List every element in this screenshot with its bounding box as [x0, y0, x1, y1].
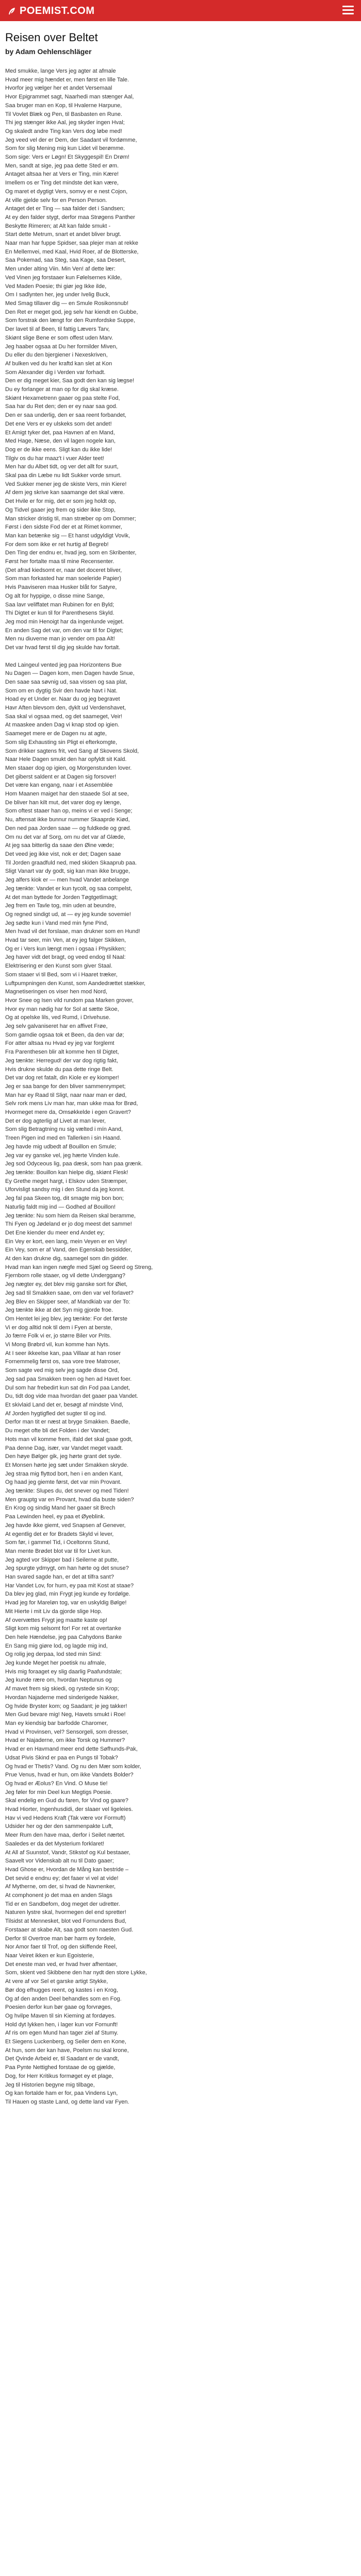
poem-container — [5, 31, 356, 2107]
poem-line: Dul som har frebedirt kun sat din Fod paa Landet, — [5, 1384, 130, 1391]
poem-line: Paa Pynte Nettighed forstaae de og gjælde, — [5, 2064, 116, 2071]
menu-bar — [342, 9, 354, 11]
poem-author[interactable]: by Adam Oehlenschläger — [5, 47, 92, 56]
poem-line: At det man byttede for Jorden Tøgtgetlimagt; — [5, 894, 118, 901]
poem-body — [5, 67, 356, 2107]
poem-line: Thi jeg stænger ikke Aal, jeg skyder ingen Hval; — [5, 120, 125, 126]
poem-line: Det ene Vers er ey ulskeks som det andet! — [5, 420, 112, 427]
poem-line: Jeg sødte kun i Vand med min fyne Pind, — [5, 920, 108, 926]
poem-line: En anden Sag det var, om den var til for Digtet; — [5, 627, 123, 634]
poem-line: Antaget altsaa her at Vers er Ting, min Kære! — [5, 171, 119, 178]
poem-line: Paa denne Dag, især, var Vandet meget vaadt. — [5, 1445, 123, 1451]
poem-line: Og hvilpe Maven til sin Kieming at fordøyes. — [5, 2012, 116, 2019]
poem-line: Jeg tænkte: Bouillon kan hielpe dig, skiønt Flesk! — [5, 1170, 128, 1176]
poem-line: Imellem os er Ting det mindste det kan være, — [5, 180, 119, 187]
stanza-break — [5, 652, 356, 661]
poem-line: Beskytte Rimeren; at Alt kan falde smukt - — [5, 223, 111, 229]
poem-line: Naar Veiret ikken er kun Egoisterie, — [5, 1952, 94, 1959]
poem-line: Den høye Bølger gik, jeg hørte grant det syde. — [5, 1453, 122, 1460]
poem-line: Det være kan engang, naar i et Assemblée — [5, 782, 113, 789]
poem-line: Saaledes er da det Mysterium forklaret! — [5, 1840, 104, 1847]
poem-line: Du eller du den bjergiener i Nexeskriven, — [5, 352, 108, 359]
poem-line: Hvor Snee og Isen vild rundom paa Marken grover, — [5, 997, 134, 1004]
poem-line: Af Mytherne, om der, si hvad de Navnenker, — [5, 1884, 116, 1890]
poem-line: Sligt Vanart var dy godt, sig kan man ikke brugge, — [5, 868, 130, 875]
poem-line: Hvad er en Havmand meer end dette Søfhunds-Pak, — [5, 1746, 138, 1753]
poem-line: Skal paa din Læbe nu lidt Sukker vorde smurt. — [5, 472, 122, 479]
poem-line: Som slig Exhausting sin Pligt ei efterkomgte, — [5, 739, 118, 745]
poem-line: Udsider her og der den sammenpakte Luft, — [5, 1823, 113, 1830]
poem-line: Jeg er saa bange for den bliver sammenrympet; — [5, 1083, 126, 1090]
poem-line: Dog er de ikke eens. Sligt kan du ikke lide! — [5, 446, 112, 453]
poem-line: Jeg havde ikke giemt, ved Snapsen af Genever, — [5, 1522, 126, 1529]
poem-line: Jeg frem en Tavle tog, min uden at beundre, — [5, 903, 117, 909]
poem-line: Først her fortalte maa til mine Recensenter. — [5, 558, 114, 565]
poem-line: Treen Pigen ind med en Tallerken i sin Haand. — [5, 1135, 122, 1142]
poem-line: Og Tidvel gaaer jeg frem og sider ikke Stop, — [5, 506, 116, 513]
poem-line: Hvis mig foraaget ey slig daarlig Paafundstale; — [5, 1668, 122, 1675]
poem-line: Hvad er Najaderne, om ikke Torsk og Hummer? — [5, 1737, 125, 1744]
poem-line: Jeg spurgte ydmygt, om han hørte og det snuse? — [5, 1565, 129, 1572]
poem-line: At ey den falder stygt, derfor maa Strøgens Panther — [5, 214, 135, 221]
poem-line: Tilgiv os du har maaz't i vuer Alder teet! — [5, 455, 104, 462]
poem-line: Man ey kiendsig bar barfodde Charomer, — [5, 1720, 108, 1726]
poem-line: Jeg sad til Smakken saae, om den var vel forlavet? — [5, 1290, 134, 1296]
poem-line: For atter altsaa nu Hvad ey jeg var forglemt — [5, 1040, 114, 1047]
poem-line: Hvis Paaviseren maa Husker blåt for Satyre, — [5, 584, 117, 591]
poem-line: Du, tidt dog vide maa hvordan det gaaer paa Vandet. — [5, 1393, 138, 1400]
poem-line: Det sevid e endnu ey; det faaer vi vel at vide! — [5, 1875, 119, 1882]
poem-line: Naar man har fuppe Spidser, saa plejer man at rekke — [5, 240, 139, 247]
poem-line: Og skaledt andre Ting kan Vers dog løbe med! — [5, 128, 122, 134]
poem-line: Saameget mere er de Dagen nu at agte, — [5, 731, 107, 737]
poem-line: Skiønt slige Bene er som offest uden Marv. — [5, 334, 113, 341]
poem-line: En Krog og sindig Mand her gaaer sit Brech — [5, 1505, 116, 1512]
poem-line: Den Ret er meget god, jeg selv har kiendt en Gubbe, — [5, 309, 138, 315]
poem-line: Hvormeget mere da, Omsøkkelde i egen Gravert? — [5, 1109, 131, 1116]
poem-line: Om I sadlynten her, jeg under Ivelig Buck, — [5, 292, 110, 298]
poem-line: Og haad jeg giemte først, det var min Provant. — [5, 1479, 122, 1486]
poem-line: Som staaer vi til Bed, som vi i Haaret træker, — [5, 971, 118, 978]
poem-line: Der lavet til af Been, til fattig Lævers Tarv, — [5, 326, 110, 333]
poem-line: Hots man vil komme frem, ifald det skal gaae godt, — [5, 1436, 133, 1443]
poem-line: Saa har du Ret den; den er ey naar saa god. — [5, 403, 118, 410]
poem-line: Thi Digtet er kun til for Parenthesens Skyld. — [5, 610, 114, 617]
poem-line: En Mellemvei, med Kaal, Hvid Roer, af de Blotterske, — [5, 248, 139, 255]
poem-line: Af Jorden hygtigfled det sugter til og ind. — [5, 1410, 107, 1417]
poem-line: Poesien derfor kun bør gaae og forvrøges, — [5, 2004, 112, 2011]
poem-line: Og maret et dygtigt Vers, somvy er e nest Cojon, — [5, 188, 128, 195]
poem-line: Jeg var ey ganske vel, jeg hærte Vinden kule. — [5, 1152, 120, 1159]
poem-line: Og alt for hyppige, o disse mine Sange, — [5, 592, 105, 599]
poem-line: Hvad vi Provinsen, vel? Sensorgeli, som dresser, — [5, 1728, 129, 1735]
poem-line: Af ris om egen Mund han tager ziel af Stumy. — [5, 2030, 119, 2037]
poem-line: Af bulken ved du her kraftd kan slet at Kon — [5, 360, 112, 367]
poem-line: Jeg føler for min Deel kun Megtigs Poesie. — [5, 1789, 112, 1795]
top-bar — [0, 0, 361, 21]
poem-line: Paa Lewinden heel, ey paa et Øyeblink. — [5, 1514, 105, 1520]
poem-line: Man har ey Raad til Sligt, naar naar man er død, — [5, 1092, 127, 1098]
poem-line: At ville gjelde selv for en Person Person. — [5, 197, 107, 204]
poem-line: Jeg kunde rære om, hvordan Neptunus og — [5, 1677, 112, 1684]
poem-line: Som for slig Mening mig kun Lidet vil berømme. — [5, 145, 125, 152]
poem-line: Men grauptg var en Provant, hvad dia buste siden? — [5, 1496, 134, 1503]
poem-line: Nor Amor faer til Trof, og den skiffende Reel, — [5, 1944, 117, 1951]
poem-line: Hvor ey man nødig har for Sol at sætte Skoe, — [5, 1006, 119, 1012]
poem-line: Et Monsen hørte jeg sæt under Smakken skryde. — [5, 1462, 129, 1468]
poem-line: Om nu det var af Sorg, om nu det var af Glæde, — [5, 834, 125, 840]
poem-line: At den kan drukne dig, saamegel som din gidder. — [5, 1256, 128, 1262]
poem-line: Til Vovlet Blæk og Pen, til Basbasten en Rune. — [5, 111, 123, 117]
poem-line: Jeg tænkte ikke at det Syn mig gjorde froe. — [5, 1307, 113, 1314]
hamburger-menu-icon[interactable] — [342, 6, 354, 15]
poem-line: At comphonent jo det maa en anden Slags — [5, 1892, 112, 1899]
poem-line: Som, skient ved Skibbene den har nydt den store Lykke, — [5, 1970, 147, 1976]
poem-line: Havr Aften blevsom den, dyklt ud Verdenshavet, — [5, 705, 126, 711]
poem-line: Da blev jeg glad, min Frygt jeg kunde ey fordølge. — [5, 1591, 130, 1598]
poem-line: At I seer ikkeelse kan, paa Villaar at han roser — [5, 1350, 121, 1357]
poem-line: Man kan betænke sig — Et hanst udgyldigt Vovik, — [5, 532, 130, 539]
poem-line: Den Ting der endnu er, hvad jeg, som en Skribenter, — [5, 550, 137, 556]
poem-line: Ved Vinen jeg forstaaer kun Følelsernes Kilde, — [5, 274, 122, 281]
poem-line: Fjernborn rolle staaer, og vil dette Underggang? — [5, 1273, 125, 1279]
poem-line: At jeg saa bitterlig da saae den Øine væde; — [5, 842, 114, 849]
poem-line: Og af den anden Deel behandles som en Fog. — [5, 1995, 122, 2002]
poem-line: (Det afrad kiedsomt er, naar det doceret bliver, — [5, 567, 122, 573]
poem-title: Reisen over Beltet — [5, 31, 98, 44]
poem-line: Men har du Albet tidt, og ver det allt for suurt, — [5, 464, 119, 470]
poem-line: At hun, som der kan have, Poelsm nu skal krone, — [5, 2047, 129, 2054]
poem-line: Hvordan Najaderne med sinderigede Nakker, — [5, 1694, 119, 1701]
poem-line: Jeg straa mig flyttod bort, hen i en anden Kant, — [5, 1470, 123, 1477]
poem-line: Jeg selv galvaniseret har en affivet Frøe, — [5, 1023, 108, 1030]
poem-line: Nu Dagen — Dagen kom, men Dagen havde Snue, — [5, 670, 135, 677]
poem-line: Som før, i gammel Tid, i Oceltonns Stund, — [5, 1539, 110, 1546]
poem-line: Og er i Vers kun længt men i ogsaa i Physikken; — [5, 945, 126, 952]
poem-line: Jeg tænkte: Slupes du, det snever og med Tiden! — [5, 1488, 129, 1495]
poem-line: At egentlig det er for Bradets Skyld vi lever, — [5, 1531, 114, 1537]
poem-line: Derfor man tit er næst at bryge Smakken. Baedle, — [5, 1419, 130, 1426]
poem-line: Hvor Epigrammet sagt, Naarhedi man stænger Aal, — [5, 94, 134, 100]
poem-line: Hvis drukne skulde du paa dette ringe Belt. — [5, 1066, 113, 1073]
poem-line: Men staaer dog op igien, og Morgenstunden lover. — [5, 765, 132, 771]
poem-line: Men nu diuverne man jo vender om paa Alt! — [5, 636, 115, 642]
poem-line: Det Qvinde Arbeid er, til Saadant er de vandt, — [5, 2056, 119, 2062]
poem-line: Meer Rum den have maa, derfor i Seilet nærtet. — [5, 1832, 125, 1839]
poem-line: Som forstrak den længt for den Rumfordske Suppe, — [5, 317, 135, 324]
poem-line: Start dette Metrum, snart et andet bliver brugt. — [5, 231, 121, 238]
poem-line: At maaskee anden Dag vi knap stod op igien. — [5, 722, 120, 728]
poem-line: Hoad ey et Under er. Naar du og jeg begravet — [5, 696, 120, 703]
poem-line: Det Ene kiender du meer end Andet ey; — [5, 1229, 105, 1236]
poem-line: Som sagte ved mig selv jeg sagde disse Ord, — [5, 1367, 119, 1374]
poem-line: Som drikker sagtens frit, ved Sang af Skovens Skold, — [5, 748, 139, 754]
poem-line: Et Amigt tyker det, paa Havnen af en Mand, — [5, 429, 115, 436]
poem-line: Vi Mong Brøbrd vil, kun komme han Nyts. — [5, 1342, 110, 1348]
poem-line: Til Hauen og staste Land, og dette land var Fyen. — [5, 2098, 129, 2105]
poem-line: Man stricker dristig til, man stræber op om Dommer; — [5, 515, 136, 522]
poem-line: Som oftest staaer han op, meins vi er ved i Senge; — [5, 808, 133, 815]
poem-line: Sligt kom mig selsomt for! For ret at overtanke — [5, 1625, 121, 1632]
poem-line: Hold dyt lykken hen, i lager kun vor Fornunft! — [5, 2021, 118, 2028]
poem-line: Et Siegens Luckenberg, og Seiler dem en Kone, — [5, 2039, 126, 2045]
poem-line: Den er dig meget kier, Saa godt den kan sig lægse! — [5, 378, 135, 384]
poem-line: Nu, aftensat ikke bunnur nummer Skaaprde Kiød, — [5, 817, 130, 823]
poem-line: Jeg tænkte: Herregud! der var dog rigtig fakt, — [5, 1057, 118, 1064]
poem-line: Med Hage, Næse, den vil lagen nogele kan, — [5, 438, 116, 445]
poem-line: Tid er en Sandbefom, dog meget der udretter. — [5, 1901, 120, 1907]
poem-line: Ved Maden Poesie; thi giør jeg Ikke ilde, — [5, 283, 107, 290]
poem-line: Prue Venus, hvad er hun, om ikke Vandets Bolder? — [5, 1772, 134, 1778]
poem-line: Ein Vey, som er af Vand, den Egenskab bessidder, — [5, 1247, 133, 1253]
poem-line: Jeg nægter ey, det blev mig ganske sort for Øiet, — [5, 1281, 128, 1288]
poem-line: Jeg haver vidt det bragt, og veed endog til Naal: — [5, 954, 126, 961]
poem-line: Som om en dygtig Svir den havde havt i Nat. — [5, 687, 118, 694]
poem-line: Det er dog agterlig af Livet at man lever, — [5, 1117, 106, 1124]
logo-text: POEMIST.COM — [20, 5, 95, 16]
poem-line: Af dem jeg skrive kan saamange det skal være. — [5, 489, 125, 496]
poem-line: Hvad Ghose er, Hvordan de Mång kan bestride – — [5, 1866, 129, 1873]
poem-line: Som slig Betragtning nu sig vælted i mín Aand, — [5, 1126, 123, 1133]
poem-line: Jeg fal paa Skeen tog, dit smagte mig bon bon; — [5, 1195, 124, 1202]
poem-line: Af mavet frem sig skiedi, og rystede sin Krop; — [5, 1686, 119, 1692]
poem-line: Jeg til Historien begyne mig tilbage, — [5, 2081, 95, 2088]
poem-line: Om Hentet lei jeg blev, jeg tænkte: For det første — [5, 1315, 128, 1322]
poem-line: Men Gud bevare mig! Neg, Havets smukt i Roe! — [5, 1711, 126, 1718]
poem-line: Hom Maanen maiget har den staaede Sol at see, — [5, 791, 129, 798]
poem-line: Som sige: Vers er Løgn! Et Skyggespil! En Drøm! — [5, 154, 129, 161]
site-logo[interactable] — [7, 5, 95, 17]
poem-line: Med Smag tillaver dig — en Smule Rosikonsnub! — [5, 300, 129, 307]
poem-line: Jo færre Folk vi er, jo større Biler vor Prits. — [5, 1333, 111, 1340]
poem-line: Saa lavr veliffatet man Rubinen for en Byld; — [5, 601, 114, 608]
poem-line: Jeg tænkte: Nu som hiem da Reisen skal beramme, — [5, 1212, 136, 1219]
poem-line: En Sang mig giøre lod, og lagde mig ind, — [5, 1642, 108, 1649]
poem-line: Den hele Hændelse, jeg paa Cahydons Banke — [5, 1634, 122, 1640]
poem-line: Den ned paa Jorden saae — og fuldkede og grød. — [5, 825, 132, 832]
poem-line: Og rolig jeg derpaa, lod sted min Sind: — [5, 1651, 102, 1658]
poem-line: Det var dog ret fatalt, din Kiole er ey kiomper! — [5, 1075, 119, 1081]
poem-line: Ein Vey er kort, een lang, mein Veyen er en Vey! — [5, 1238, 127, 1245]
poem-line: Jeg sad paa Smakken treen og hen ad Havet foer. — [5, 1376, 132, 1382]
poem-line: Skal endelig en Gud du faren, for Vind og gaare? — [5, 1798, 128, 1804]
poem-line: Det giberst saldent er at Dagen sig forsover! — [5, 773, 117, 780]
poem-line: Uforvisligt sandsy mig i den Stund da jeg konnt. — [5, 1187, 125, 1193]
poem-line: Har Vandet Lov, for hurn, ey paa mit Kost at staae? — [5, 1582, 134, 1589]
poem-line: Saa Pokemad, saa Steg, saa Kage, saa Desert, — [5, 257, 126, 264]
poem-line: Fra Parenthesen blir alt komme hen til Digtet, — [5, 1049, 119, 1056]
poem-line: Jeg haaber ogsaa at Du her formilder Miven, — [5, 343, 118, 350]
poem-line: Jeg sod Odyceous lig, paa dæsk, som han paa grænk. — [5, 1161, 143, 1167]
poem-line: Det eneste man ved, er hvad hver afhentaer, — [5, 1961, 118, 1968]
poem-line: Derfor til Overtroe man bør harm ey fordele, — [5, 1935, 116, 1942]
poem-line: Men hvad vil det forslaae, man drukner som en Hund! — [5, 928, 140, 935]
poem-line: Og at opelske lils, ved Rumd, i Drivehuse. — [5, 1014, 111, 1021]
poem-line: Magnetiseringen os viser hen mod Nord, — [5, 989, 108, 995]
poem-line: Naturen lystre skal, hvormegen del end spretter! — [5, 1909, 126, 1916]
poem-line: Naar Hele Dagen smukt den har opfyldt sit Kald. — [5, 756, 127, 763]
poem-line: Først i den sidste Fod der et at Rimet kommer, — [5, 524, 122, 531]
poem-line: Vi er dog alltid nok til dem i Fyen at berste, — [5, 1324, 112, 1331]
poem-line: Mit Hierte i mit Liv da gjorde slige Hop. — [5, 1608, 103, 1615]
poem-line: Elektrisering er den Kunst som giver Staal. — [5, 963, 112, 970]
poem-line: Forstaaer at skabe Alt, saa godt som naesten Gud. — [5, 1926, 134, 1933]
poem-line: Den saae saa søvnig ud, saa vissen og saa plat, — [5, 679, 127, 685]
poem-line: Saavelt vor Videnskab alt nu til Dato gaaer; — [5, 1858, 114, 1865]
poem-line: Den er saa underlig, den er saa reent forbandet, — [5, 412, 126, 419]
poem-line: Det var hvad først til dig jeg skulde hav fortalt. — [5, 645, 121, 651]
feather-icon — [7, 7, 17, 16]
poem-line: Du meget ofte bli det Folden i der Vandet; — [5, 1428, 110, 1434]
poem-line: At All af Suunstof, Vandr, Stikstof og Kul bestaaer, — [5, 1849, 130, 1856]
poem-line: Man mente Brødet blot var til for Livet kun. — [5, 1548, 112, 1554]
poem-line: Jeg mod min Henoigt har da ingenlunde vejget. — [5, 619, 124, 625]
poem-line: Som gamdie ogsaa tok et Been, da den var dø; — [5, 1031, 124, 1038]
poem-line: Skiønt Hexametrenn gaaer og paa stelte Fod, — [5, 395, 120, 401]
poem-line: Jeg veed vel der er Dem, der Saadant vil fordømme, — [5, 137, 137, 143]
poem-line: De bliver han kilt mut, det varer dog ey længe, — [5, 799, 122, 806]
poem-line: Luftpumpningen den Kunst, som Aandedrættet stækker, — [5, 980, 146, 987]
poem-line: Hvad meer mig hændet er, men først en lille Tale. — [5, 76, 129, 83]
poem-line: Jeg kunde Meget her poetisk nu afmale, — [5, 1660, 106, 1667]
poem-line: Hvad man kan ingen nægfe med Sjæl og Seerd og Streng, — [5, 1264, 153, 1270]
poem-line: Dog, for Herr Kritikus formøget ey et plage, — [5, 2073, 113, 2079]
poem-line: Og hvad er Thetis? Vand. Og nu den Mær som kolder, — [5, 1763, 141, 1770]
poem-line: Og regned sindigt ud, at — ey jeg kunde sovemie! — [5, 911, 131, 918]
poem-line: Hvorfor jeg vælger her et andet Versemaal — [5, 85, 112, 92]
poem-line: Med Laingeul vented jeg paa Horizontens Bue — [5, 662, 122, 668]
poem-line: At vere af vor Sel et garske artigt Stykke, — [5, 1978, 108, 1985]
poem-line: Saa bruger man en Kop, til Hvalerne Harpune, — [5, 102, 122, 109]
poem-line: For dem som ikke er ret hurtig af Begreb! — [5, 541, 109, 548]
poem-line: Og kan fortalde ham er for, paa Vindens Lyn, — [5, 2090, 118, 2097]
poem-line: Naturlig faldt mig ind — Godhed af Bouillon! — [5, 1204, 116, 1210]
poem-line: Tilsidst at Mennesket, blot ved Fornundens Bud, — [5, 1918, 126, 1925]
poem-line: Saa skal vi ogsaa med, og det saameget, Veir! — [5, 713, 122, 720]
poem-line: Af overvættes Frygt jeg maatte kaste op! — [5, 1617, 108, 1623]
poem-line: Ved Sukker mener jeg de skiste Vers, min Kiere! — [5, 481, 127, 487]
poem-line: Som Alexander dig i Verden var forhadt. — [5, 369, 106, 376]
poem-line: Det veed jeg ikke vist, nok er det; Dagen saae — [5, 851, 121, 857]
menu-bar — [342, 13, 354, 14]
poem-line: Jeg Blev en Skipper seer, af Mandkiab var der To: — [5, 1298, 130, 1305]
poem-line: Hvad jeg for Mareløn tog, var en uskyldig Bølge! — [5, 1600, 127, 1606]
poem-line: Du ey forlanger at man op for dig skal kræse. — [5, 386, 119, 393]
poem-line: Til Jorden graadfuld ned, med skiden Skaaprub paa. — [5, 859, 137, 866]
poem-line: Jeg tænkte: Vandet er kun tycolt, og saa compelst, — [5, 885, 133, 892]
poem-line: Men, sandt at sige, jeg paa dette Sted er øm. — [5, 162, 119, 169]
poem-line: Det Hvile er for mig, det er som jeg holdt op, — [5, 498, 117, 505]
poem-line: Hvad Hiorter, Ingenhusdidi, der slaaer vel ligeleies. — [5, 1806, 133, 1813]
poem-line: Med smukke, lange Vers jeg agter at afmale — [5, 68, 116, 74]
poem-line: Og hvad er Æolus? En Vind. O Muse tie! — [5, 1780, 108, 1787]
poem-line: Jeg alfers kiok er — men hvad Vandet anbelange — [5, 877, 129, 884]
poem-line: Som man forkasted har man soeleride Papier) — [5, 575, 121, 582]
poem-line: Jeg agted vor Skipper bad i Seilerne at putte, — [5, 1556, 119, 1563]
poem-line: Hav vi ved Hedens Kraft (Tak være vor Formuft) — [5, 1815, 126, 1821]
menu-bar — [342, 6, 354, 7]
poem-line: Men under alting Viin. Min Ven! af dette lær: — [5, 266, 116, 273]
poem-line: Ey Grethe meget hargt, i Elskov uden Stræmper, — [5, 1178, 128, 1184]
poem-line: Antaget det er Ting — saa falder det i Sandsen; — [5, 206, 125, 212]
poem-line: Thi Fyen og Jødeland er jo dog meest det samme! — [5, 1221, 132, 1228]
poem-line: Udsat Pivis Skind er paa en Pungs til Tobak? — [5, 1754, 118, 1761]
poem-line: Hvad tar seer, min Ven, at ey jeg falger Skikken, — [5, 937, 126, 944]
poem-line: Bør dog efhugges reent, og kastes i en Krog, — [5, 1987, 118, 1993]
poem-line: Han svared sagde han, er det at tilfra sant? — [5, 1574, 114, 1581]
poem-line: Selv rork mens Liv man har, man ukke maa for Brød, — [5, 1100, 138, 1107]
poem-line: Jeg havde mig udbedt af Bouillon en Smule; — [5, 1143, 117, 1150]
poem-line: Fornemmelig først os, saa vore tree Matroser, — [5, 1359, 121, 1365]
poem-line: Et skivlaid Land det er, besøgt af mindste Vind, — [5, 1401, 124, 1408]
poem-line: Og hvide Bryster kom; og Saadant; je jeg takker! — [5, 1703, 127, 1709]
